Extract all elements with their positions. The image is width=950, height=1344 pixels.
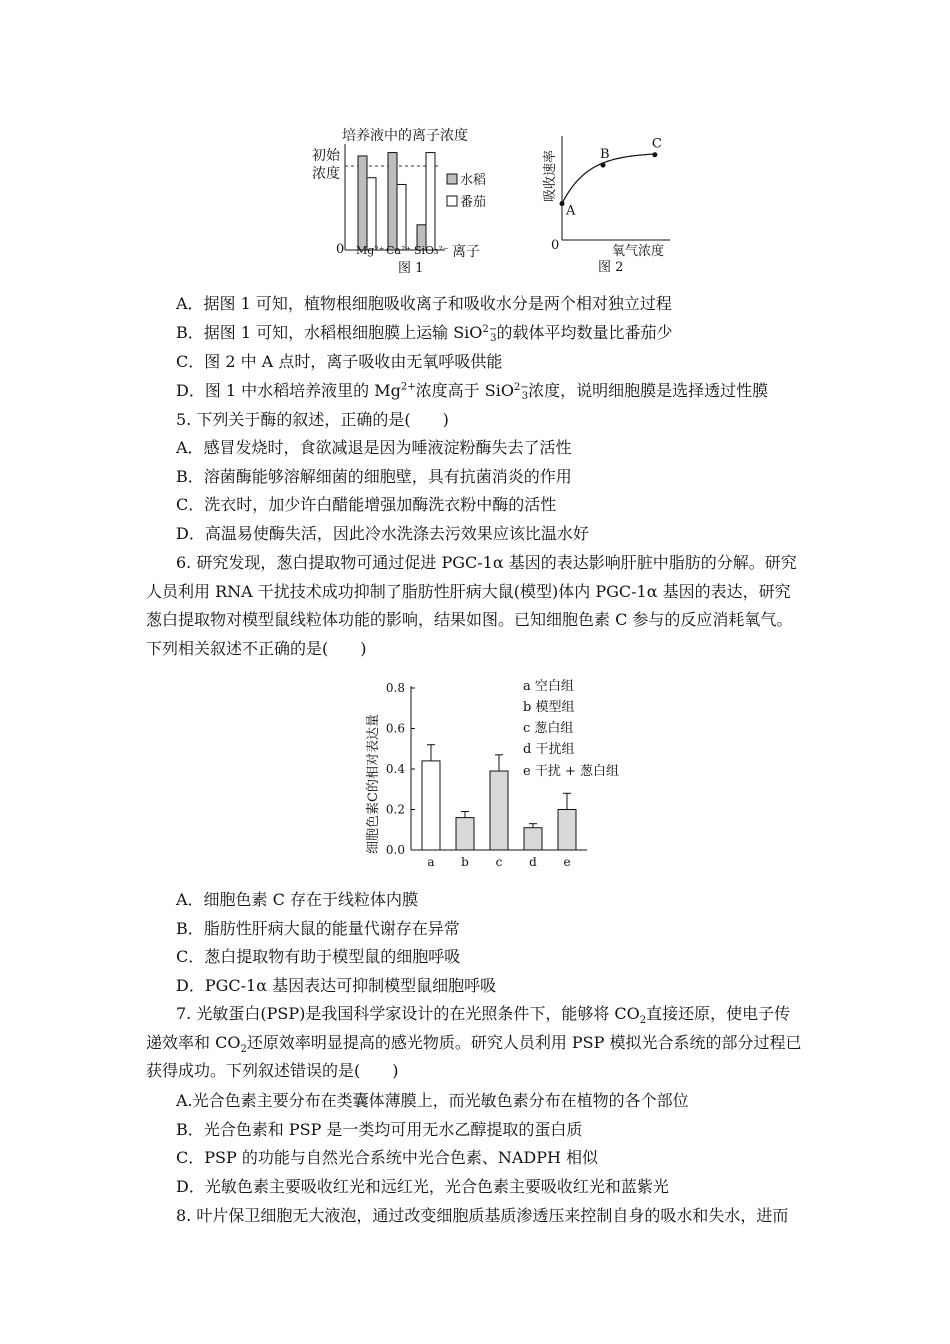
q7-option-b: B．光合色素和 PSP 是一类均可用无水乙醇提取的蛋白质 <box>176 1120 583 1139</box>
fig2-point-label-a: A <box>566 203 576 219</box>
q7-stem-2: 直接还原，使电子传递效率和 CO <box>146 1004 791 1052</box>
fig3-ylabel: 细胞色素C的相对表达量 <box>366 714 381 854</box>
fig1-ylabel-1: 初始 <box>312 148 340 164</box>
q4-option-d-pre: D．图 1 中水稻培养液里的 Mg <box>176 381 401 400</box>
fig1-bar-tomato-1 <box>397 184 406 250</box>
fig1-xlabel: 离子 <box>452 244 480 260</box>
q6-stem-text: 6. 研究发现，葱白提取物可通过促进 PGC-1α 基因的表达影响肝脏中脂肪的分解。研究人员利用 RNA 干扰技术成功抑制了脂肪性肝病大鼠(模型)体内 PGC-1α 基因的表达，研究葱白提取物对模型鼠线粒体功能的影响，结果如图。已知细胞色素 C 参与的反应消耗氧气。下列相关叙述不正确的是( ) <box>146 553 797 658</box>
fig3-legend-e: e 干扰 + 葱白组 <box>523 764 619 779</box>
co2-sub-1: 2 <box>639 1015 647 1027</box>
fig1-bar-rice-0 <box>358 156 367 250</box>
q7-option-d: D．光敏色素主要吸收红光和远红光，光合色素主要吸收红光和蓝紫光 <box>176 1177 669 1196</box>
fig1-caption: 图 1 <box>398 261 424 276</box>
fig1-origin: 0 <box>336 242 345 257</box>
fig2-xlabel: 氧气浓度 <box>612 244 665 259</box>
mg-charge: 2+ <box>400 381 416 393</box>
fig3-cat-a: a <box>427 855 435 869</box>
fig2-point-c <box>652 152 657 157</box>
q5-option-a: A．感冒发烧时，食欲减退是因为唾液淀粉酶失去了活性 <box>176 438 572 457</box>
fig2-ylabel: 吸收速率 <box>543 149 558 202</box>
q5-option-d: D．高温易使酶失活，因此冷水洗涤去污效果应该比温水好 <box>176 524 589 543</box>
q4-option-b <box>176 323 673 346</box>
q5-stem: 5. 下列关于酶的叙述，正确的是( ) <box>176 410 449 429</box>
fig3-bar-b <box>456 818 474 850</box>
q7-option-c: C．PSP 的功能与自然光合系统中光合色素、NADPH 相似 <box>176 1148 599 1167</box>
fig3-bar-a <box>422 761 440 850</box>
co2-sub-2: 2 <box>240 1043 247 1055</box>
fig3-cat-b: b <box>461 855 469 869</box>
fig3-bar-c <box>490 771 508 850</box>
legend-swatch-tomato <box>447 196 457 206</box>
fig1-bar-tomato-2 <box>426 153 435 250</box>
fig2-point-a <box>560 201 565 206</box>
fig1-bar-rice-1 <box>388 153 397 250</box>
figure-3 <box>355 672 635 877</box>
figure-1 <box>300 122 500 280</box>
fig3-ytick-label-0: 0.0 <box>385 843 405 857</box>
fig3-legend-c: c 葱白组 <box>523 721 574 736</box>
q7-stem-3: 还原效率明显提高的感光物质。研究人员利用 PSP 模拟光合系统的部分过程已获得成功。下列叙述错误的是( ) <box>146 1032 802 1080</box>
fig2-point-label-c: C <box>651 136 662 152</box>
q4-option-d-ion <box>514 381 528 400</box>
q7-option-a: A.光合色素主要分布在类囊体薄膜上，而光敏色素分布在植物的各个部位 <box>176 1091 689 1110</box>
fig3-bar-d <box>524 828 542 850</box>
fig2-point-label-b: B <box>600 147 610 163</box>
q5-option-c: C．洗衣时，加少许白醋能增强加酶洗衣粉中酶的活性 <box>176 495 557 514</box>
fig3-ytick-label-4: 0.8 <box>385 681 405 695</box>
fig3-legend-d: d 干扰组 <box>523 742 575 757</box>
q7-stem <box>146 1000 806 1086</box>
fig1-ylabel-2: 浓度 <box>312 166 340 182</box>
fig2-caption: 图 2 <box>598 260 624 275</box>
ion-sub: 3 <box>490 333 497 344</box>
fig3-cat-d: d <box>529 855 537 869</box>
q8-stem: 8. 叶片保卫细胞无大液泡，通过改变细胞质基质渗透压来控制自身的吸水和失水，进而 <box>176 1206 789 1225</box>
q6-option-c: C．葱白提取物有助于模型鼠的细胞呼吸 <box>176 947 461 966</box>
ion-sub-2: 3 <box>521 391 529 402</box>
legend-label-tomato: 番茄 <box>460 195 487 210</box>
q5-option-b: B．溶菌酶能够溶解细菌的细胞壁，具有抗菌消炎的作用 <box>176 467 572 486</box>
q6-option-d: D．PGC-1α 基因表达可抑制模型鼠细胞呼吸 <box>176 976 497 995</box>
ion-charge: 2− <box>482 324 498 335</box>
q6-option-a: A．细胞色素 C 存在于线粒体内膜 <box>176 890 418 909</box>
legend-label-rice: 水稻 <box>460 173 487 188</box>
fig1-cat-mg: Mg²⁺ <box>356 244 385 257</box>
ion-charge-2: 2− <box>513 382 529 393</box>
q6-option-b: B．脂肪性肝病大鼠的能量代谢存在异常 <box>176 919 460 938</box>
q4-option-a: A．据图 1 可知，植物根细胞吸收离子和吸收水分是两个相对独立过程 <box>176 294 672 313</box>
fig1-cat-ca: Ca²⁺ <box>386 244 412 257</box>
fig2-origin: 0 <box>551 238 560 253</box>
q4-option-b-ion <box>482 323 496 342</box>
figure-2 <box>540 128 680 278</box>
fig3-legend-a: a 空白组 <box>523 679 574 694</box>
fig3-cat-c: c <box>495 855 503 869</box>
q4-option-d-post: 浓度，说明细胞膜是选择透过性膜 <box>528 381 769 400</box>
fig3-cat-e: e <box>563 855 571 869</box>
q7-stem-1: 7. 光敏蛋白(PSP)是我国科学家设计的在光照条件下，能够将 CO <box>176 1004 640 1023</box>
q6-stem <box>146 549 806 663</box>
fig3-ytick-label-1: 0.2 <box>385 802 405 817</box>
q4-option-c: C．图 2 中 A 点时，离子吸收由无氧呼吸供能 <box>176 352 503 371</box>
fig1-cat-si: SiO₃²⁻ <box>414 244 449 257</box>
fig3-ytick-label-3: 0.6 <box>385 721 405 736</box>
fig1-bar-tomato-0 <box>367 178 376 250</box>
q4-option-d-mid: 浓度高于 SiO <box>415 381 514 400</box>
fig2-point-b <box>601 163 606 168</box>
q4-option-b-post: 的载体平均数量比番茄少 <box>496 323 673 342</box>
q4-option-b-pre: B．据图 1 可知，水稻根细胞膜上运输 SiO <box>176 323 483 342</box>
fig3-bar-e <box>558 810 576 851</box>
legend-swatch-rice <box>447 174 457 184</box>
q7-stem-text <box>146 1000 806 1086</box>
fig1-title: 培养液中的离子浓度 <box>342 128 468 144</box>
fig3-ytick-label-2: 0.4 <box>385 762 405 776</box>
q4-option-d <box>176 381 768 404</box>
fig3-legend-b: b 模型组 <box>523 700 575 715</box>
